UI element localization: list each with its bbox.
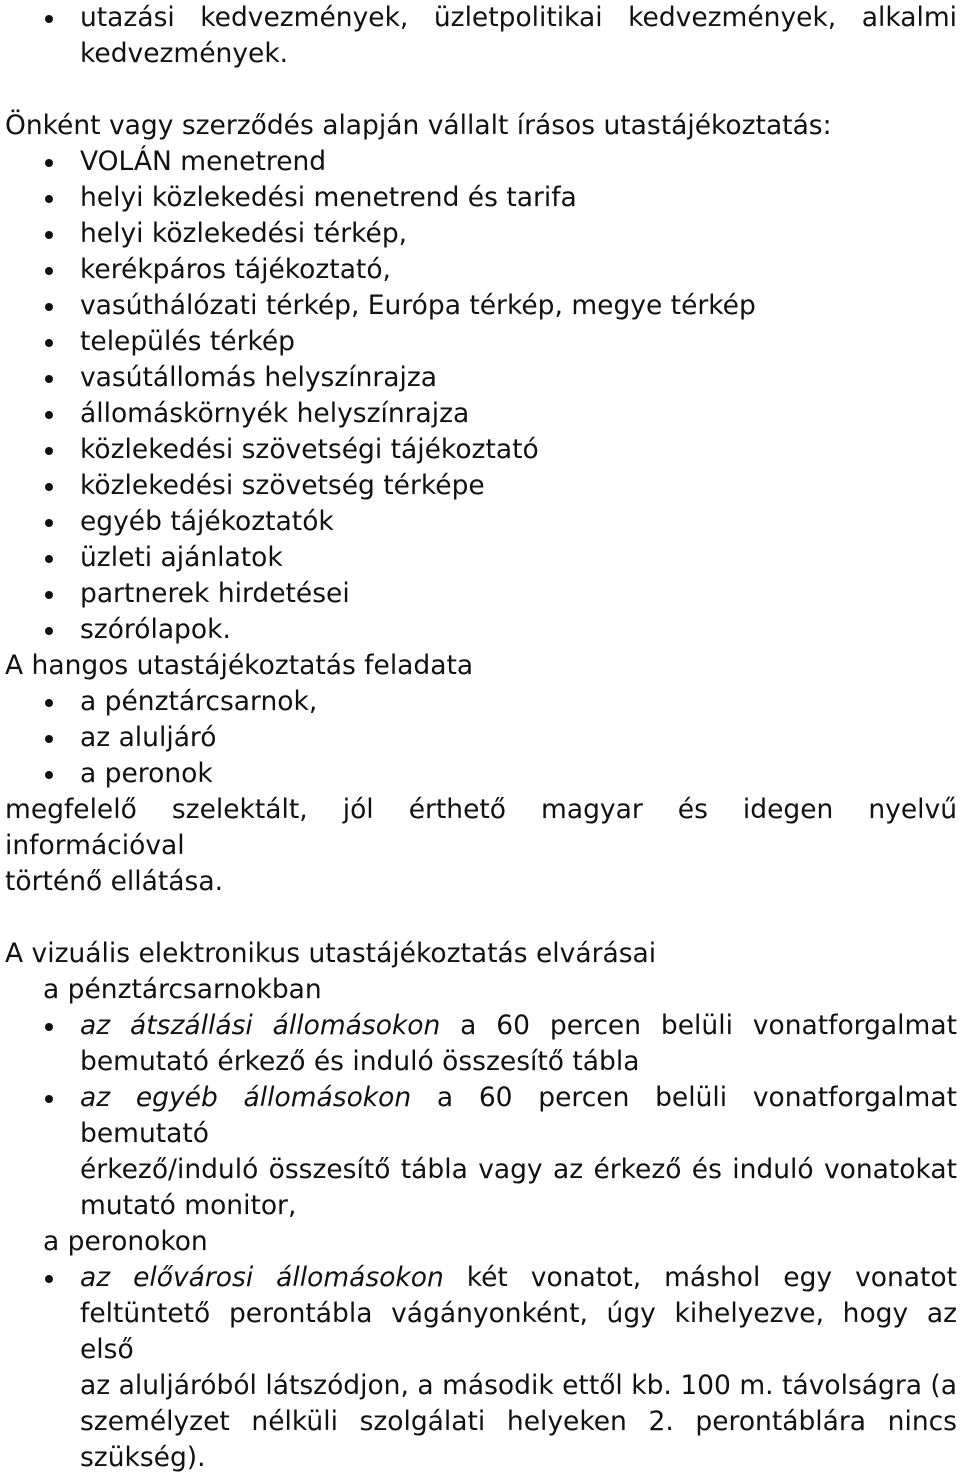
list-item: vasúthálózati térkép, Európa térkép, megye térkép: [5, 288, 957, 324]
emphasis: az elővárosi állomásokon: [80, 1262, 444, 1293]
list-item: állomáskörnyék helyszínrajza: [5, 396, 957, 432]
list-item-line: mutató monitor,: [80, 1190, 297, 1221]
list-item: helyi közlekedési térkép,: [5, 216, 957, 252]
list-item: a pénztárcsarnok,: [5, 684, 957, 720]
list-item-line: bemutató érkező és induló összesítő tábla: [80, 1046, 640, 1077]
list-item-line: kedvezmények.: [80, 38, 289, 69]
list-item-line: [80, 1008, 957, 1044]
list-item: vasútállomás helyszínrajza: [5, 360, 957, 396]
list-item-line: [80, 1080, 957, 1152]
platforms-list: [5, 1260, 957, 1476]
list-item: kerékpáros tájékoztató,: [5, 252, 957, 288]
list-item-line: utazási kedvezmények, üzletpolitikai kedvezmények, alkalmi: [80, 2, 957, 33]
list-item: üzleti ajánlatok: [5, 540, 957, 576]
list-item: egyéb tájékoztatók: [5, 504, 957, 540]
list-item: az aluljáró: [5, 720, 957, 756]
subheading-platforms: a peronokon: [43, 1226, 208, 1257]
list-item-text: a 60 percen belüli vonatforgalmat: [440, 1010, 957, 1041]
list-item: közlekedési szövetség térképe: [5, 468, 957, 504]
list-item-line: feltüntető perontábla vágányonként, úgy kihelyezve, hogy az első: [80, 1298, 957, 1365]
ticket-hall-list: [5, 1008, 957, 1224]
list-item-text: két vonatot, máshol egy vonatot: [443, 1262, 957, 1293]
list-item-line: érkező/induló összesítő tábla vagy az érkező és induló vonatokat: [80, 1154, 957, 1185]
written-info-list: [5, 144, 957, 648]
list-item: [5, 0, 957, 72]
list-item: [5, 1008, 957, 1080]
discount-list: [5, 0, 957, 72]
list-item: [5, 1080, 957, 1224]
list-item-line: személyzet nélküli szolgálati helyeken 2. perontáblára nincs: [80, 1406, 957, 1437]
list-item: a peronok: [5, 756, 957, 792]
emphasis: az átszállási állomásokon: [80, 1010, 441, 1041]
section-intro-visual-info: A vizuális elektronikus utastájékoztatás elvárásai: [5, 938, 657, 969]
list-item-line: az aluljáróból látszódjon, a második ettől kb. 100 m. távolságra (a: [80, 1370, 957, 1401]
list-item: partnerek hirdetései: [5, 576, 957, 612]
audio-info-list: [5, 684, 957, 792]
section-intro-written-info: Önként vagy szerződés alapján vállalt írásos utastájékoztatás:: [5, 110, 832, 141]
list-item: helyi közlekedési menetrend és tarifa: [5, 180, 957, 216]
spacer: [5, 900, 957, 936]
audio-info-outro-line: megfelelő szelektált, jól érthető magyar és idegen nyelvű információval: [5, 794, 957, 861]
list-item: [5, 1260, 957, 1476]
list-item-text: a 60 percen belüli vonatforgalmat bemutató: [80, 1082, 957, 1149]
list-item-line: [80, 1260, 957, 1296]
list-item-line: szükség).: [80, 1442, 206, 1473]
subheading-ticket-hall: a pénztárcsarnokban: [43, 974, 322, 1005]
audio-info-outro-line: történő ellátása.: [5, 866, 223, 897]
list-item: közlekedési szövetségi tájékoztató: [5, 432, 957, 468]
list-item: település térkép: [5, 324, 957, 360]
emphasis: az egyéb állomásokon: [80, 1082, 412, 1113]
list-item: VOLÁN menetrend: [5, 144, 957, 180]
list-item: szórólapok.: [5, 612, 957, 648]
section-intro-audio-info: A hangos utastájékoztatás feladata: [5, 650, 474, 681]
spacer: [5, 72, 957, 108]
